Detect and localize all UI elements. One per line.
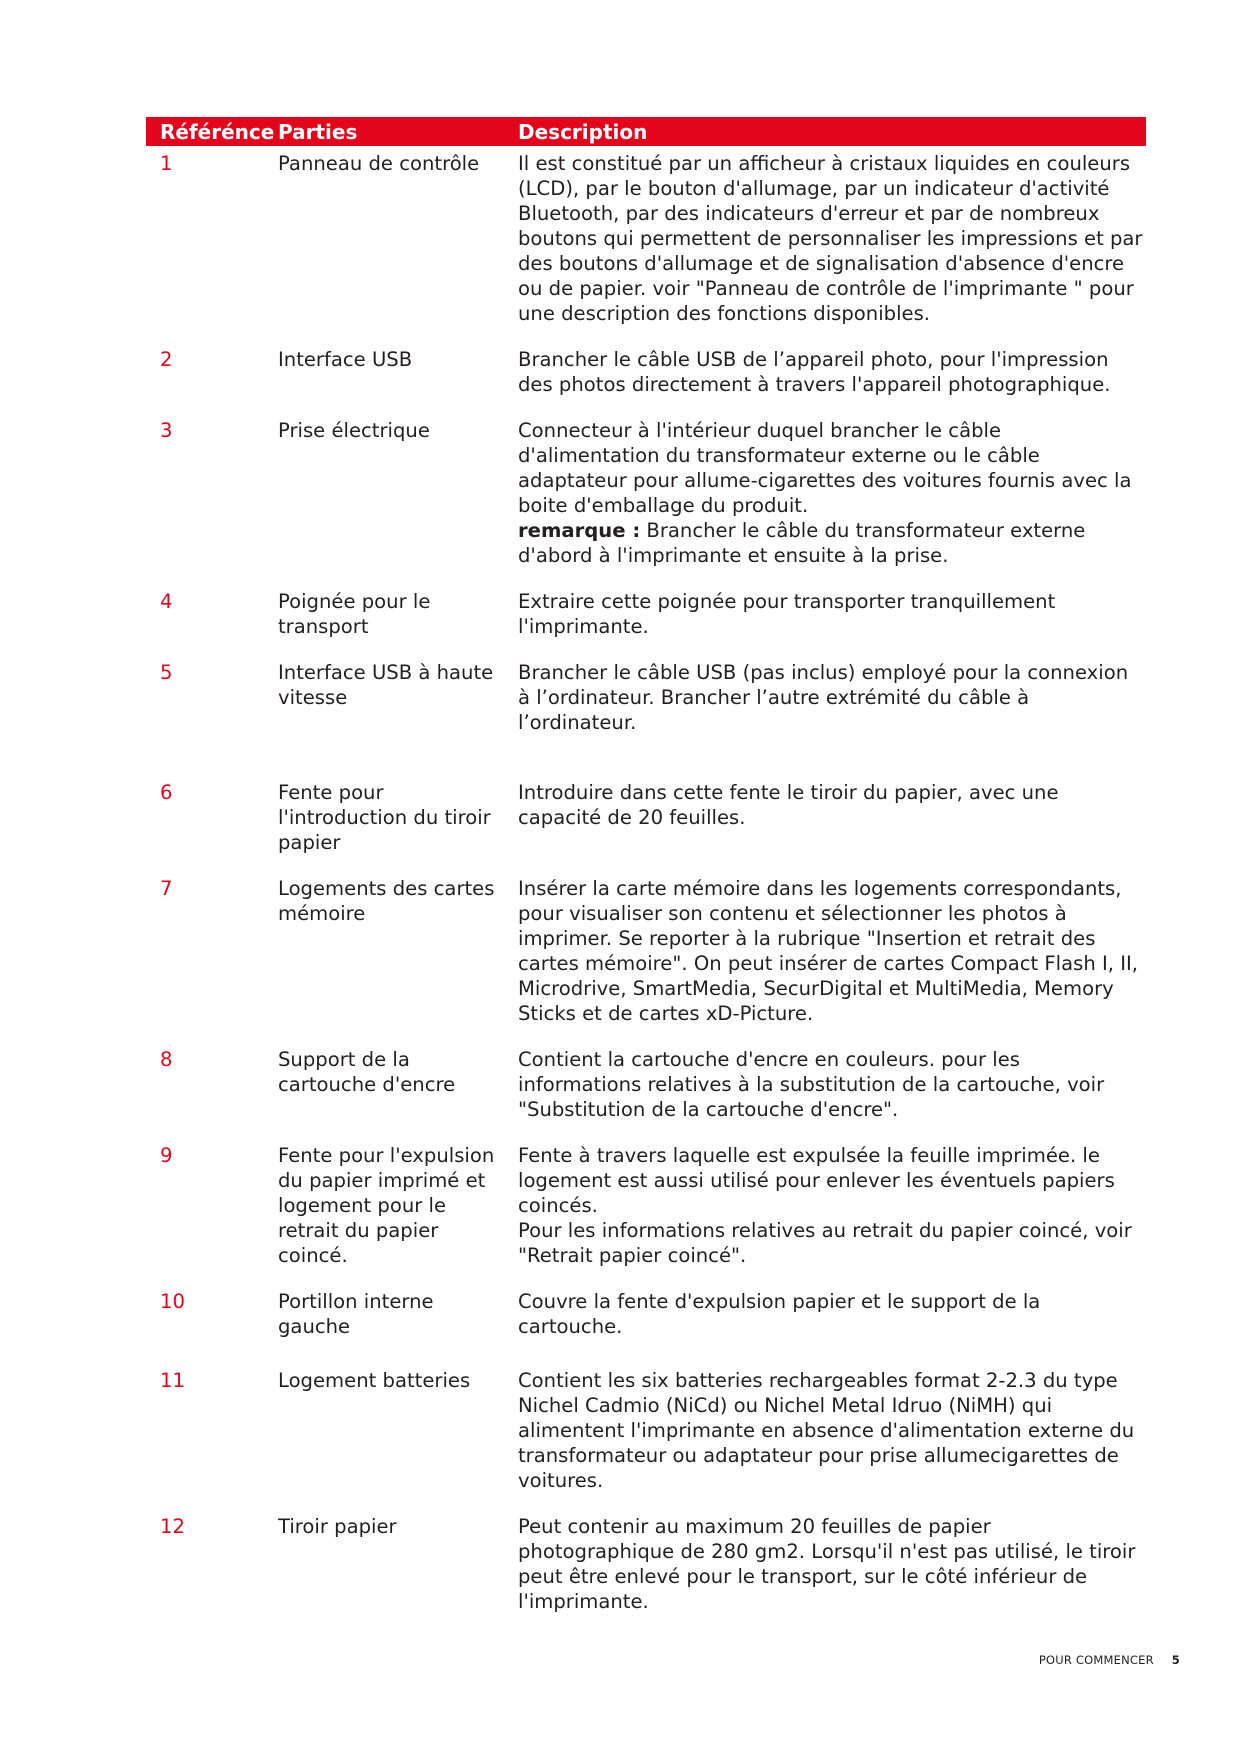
row-description: Contient les six batteries rechargeables format 2-2.3 du type Nichel Cadmio (NiCd) ou Nichel Metal Idruo (NiMH) qui alimentent l'imprimante en absence d'alimentation externe du transformateur ou adaptateur pour prise allumecigarettes de voitures. <box>518 1369 1135 1492</box>
table-row <box>146 871 1146 1042</box>
note-label: remarque : <box>518 519 641 542</box>
table-row <box>146 413 1146 584</box>
row-description <box>514 413 1146 584</box>
footer-section-title: POUR COMMENCER <box>1038 1653 1154 1667</box>
row-description-text: Fente à travers laquelle est expulsée la feuille imprimée. le logement est aussi utilisé pour enlever les éventuels papiers coincés. <box>518 1144 1115 1217</box>
table-row <box>146 1363 1146 1509</box>
table-row <box>146 146 1146 342</box>
row-description-text: Connecteur à l'intérieur duquel brancher le câble d'alimentation du transformateur externe ou le câble adaptateur pour allume-cigarettes des voitures fournis avec la boite d'emballage du produit. <box>518 419 1132 517</box>
row-description: Introduire dans cette fente le tiroir du papier, avec une capacité de 20 feuilles. <box>518 781 1059 829</box>
table-row <box>146 655 1146 775</box>
row-description: Extraire cette poignée pour transporter tranquillement l'imprimante. <box>518 590 1056 638</box>
header-reference: Référénce <box>146 117 278 146</box>
row-part: Logement batteries <box>278 1369 471 1392</box>
row-reference: 3 <box>160 419 173 442</box>
row-description: Insérer la carte mémoire dans les logements correspondants, pour visualiser son contenu et sélectionner les photos à imprimer. Se reporter à la rubrique "Insertion et retrait des cartes mémoire". On peut insérer de cartes Compact Flash I, II, Microdrive, SmartMedia, SecurDigital et MultiMedia, Memory Sticks et de cartes xD-Picture. <box>518 877 1139 1025</box>
table-header <box>146 117 1146 146</box>
row-reference: 12 <box>160 1515 185 1538</box>
table-row <box>146 342 1146 413</box>
table-row <box>146 1138 1146 1284</box>
row-part: Interface USB à haute vitesse <box>278 661 494 709</box>
row-reference: 5 <box>160 661 173 684</box>
row-description: Brancher le câble USB (pas inclus) employé pour la connexion à l’ordinateur. Brancher l’autre extrémité du câble à l’ordinateur. <box>518 661 1129 734</box>
row-part: Prise électrique <box>278 419 430 442</box>
row-part: Fente pour l'introduction du tiroir papier <box>278 781 491 854</box>
row-description: Couvre la fente d'expulsion papier et le support de la cartouche. <box>518 1290 1041 1338</box>
row-description-text-2: Pour les informations relatives au retrait du papier coincé, voir "Retrait papier coincé". <box>518 1219 1132 1267</box>
table-row <box>146 584 1146 655</box>
table-row <box>146 1042 1146 1138</box>
row-reference: 8 <box>160 1048 173 1071</box>
page-footer <box>1039 1653 1180 1667</box>
row-part: Poignée pour le transport <box>278 590 431 638</box>
row-reference: 1 <box>160 152 173 175</box>
table-row <box>146 775 1146 871</box>
row-description: Il est constitué par un afficheur à cristaux liquides en couleurs (LCD), par le bouton d'allumage, par un indicateur d'activité Bluetooth, par des indicateurs d'erreur et par de nombreux boutons qui permettent de personnaliser les impressions et par des boutons d'allumage et de signalisation d'absence d'encre ou de papier. voir "Panneau de contrôle de l'imprimante " pour une description des fonctions disponibles. <box>518 152 1143 325</box>
parts-table <box>146 117 1146 1630</box>
row-description: Brancher le câble USB de l’appareil photo, pour l'impression des photos directement à travers l'appareil photographique. <box>518 348 1111 396</box>
row-description: Peut contenir au maximum 20 feuilles de papier photographique de 280 gm2. Lorsqu'il n'est pas utilisé, le tiroir peut être enlevé pour le transport, sur le côté inférieur de l'imprimante. <box>518 1515 1136 1613</box>
row-part: Portillon interne gauche <box>278 1290 434 1338</box>
header-description: Description <box>514 117 1146 146</box>
row-description: Contient la cartouche d'encre en couleurs. pour les informations relatives à la substitution de la cartouche, voir "Substitution de la cartouche d'encre". <box>518 1048 1105 1121</box>
row-reference: 6 <box>160 781 173 804</box>
row-reference: 11 <box>160 1369 185 1392</box>
row-reference: 7 <box>160 877 173 900</box>
row-description <box>514 1138 1146 1284</box>
row-part: Fente pour l'expulsion du papier imprimé et logement pour le retrait du papier coincé. <box>278 1144 495 1267</box>
row-reference: 2 <box>160 348 173 371</box>
page-number: 5 <box>1171 1653 1180 1667</box>
row-reference: 9 <box>160 1144 173 1167</box>
row-reference: 10 <box>160 1290 185 1313</box>
table-row <box>146 1509 1146 1630</box>
row-part: Tiroir papier <box>278 1515 397 1538</box>
row-part: Interface USB <box>278 348 413 371</box>
row-part: Logements des cartes mémoire <box>278 877 495 925</box>
row-reference: 4 <box>160 590 173 613</box>
table-row <box>146 1284 1146 1363</box>
row-part: Support de la cartouche d'encre <box>278 1048 456 1096</box>
row-part: Panneau de contrôle <box>278 152 480 175</box>
note-text: Brancher le câble du transformateur externe d'abord à l'imprimante et ensuite à la prise. <box>518 519 1086 567</box>
header-parts: Parties <box>278 117 514 146</box>
